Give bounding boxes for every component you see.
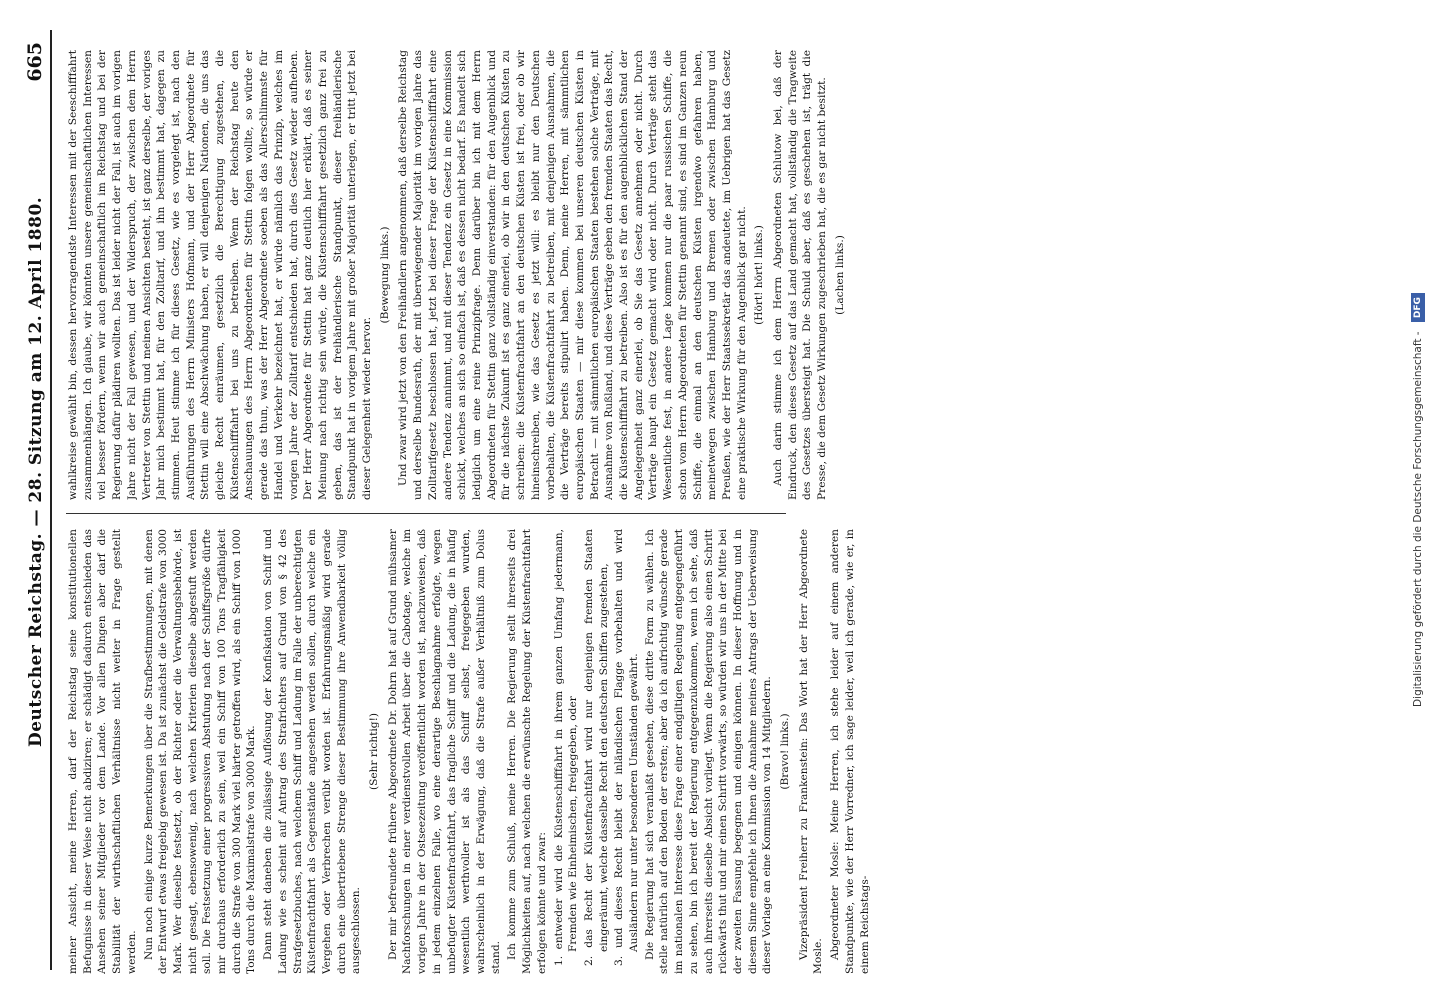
page-number: 665	[24, 42, 46, 82]
paragraph: Auch darin stimme ich dem Herrn Abgeordneten Schlutow bei, daß der Eindruck, den dieses Gesetz auf das Land gemacht hat, vollständig die Tragweite des Gesetzes übersteigt hat. Die Schuld aber, daß es geschehen ist, trägt die Presse, die dem Gesetz Wirkungen zugeschrieben hat, die es gar nicht besitzt.	[772, 50, 829, 500]
paragraph: Vizepräsident Freiherr zu Frankenstein: Das Wort hat der Herr Abgeordnete Mosle.	[797, 529, 825, 974]
paragraph: wahlkreise gewählt bin, dessen hervorragendste Interessen mit der Seeschifffahrt zusammenhängen. Ich glaube, wir könnten unsere gemeinschaftlichen Interessen viel besser fördern, wenn wir auch gemeinschaftlich im Reichstag und bei der Regierung dafür plädiren wollten. Das ist leider nicht der Fall, ist auch im vorigen Jahre nicht der Fall gewesen, und der Widerspruch, der zwischen dem Herrn Vertreter von Stettin und meinen Ansichten besteht, ist ganz derselbe, der voriges Jahr mich bestimmt hat, für den Zolltarif, und ihn bestimmt hat, dagegen zu stimmen. Heut stimme ich für dieses Gesetz, wie es vorgelegt ist, nach den Ausführungen des Herrn Ministers Hofmann, und der Herr Abgeordnete für Stettin will eine Abschwächung haben, er will denjenigen Nationen, die uns das gleiche Recht einräumen, gesetzlich die Berechtigung zugestehen, die Küstenschifffahrt bei uns zu betreiben. Wenn der Reichstag heute den Anschauungen des Herrn Abgeordneten für Stettin folgen wollte, so würde er gerade das thun, was der Herr Abgeordnete soeben als das Allerschlimmste für Handel und Verkehr bezeichnet hat, er würde nämlich das Prinzip, welches im vorigen Jahre der Zolltarif entschieden hat, durch dies Gesetz wieder aufheben. Der Herr Abgeordnete für Stettin hat ganz deutlich hier erklärt, daß es seiner Meinung nach richtig sein würde, die Küstenschifffahrt gesetzlich ganz frei zu geben, das ist der freihändlerische Standpunkt, dieser freihändlerische Standpunkt hat in vorigem Jahre mit großer Majorität unterlegen, er tritt jetzt bei dieser Gelegenheit wieder hervor.	[67, 50, 374, 500]
interjection: (Hört! hört! links.)	[753, 225, 766, 325]
paragraph: meiner Ansicht, meine Herren, darf der Reichstag seine konstitutionellen Befugnisse in dieser Weise nicht abdiziren; er schädigt dadurch entschieden das Ansehen seiner Mitglieder vor dem Lande. Vor allen Dingen aber darf die Stabilität der wirthschaftlichen Verhältnisse nicht weiter in Frage gestellt werden.	[67, 529, 138, 974]
list-item: 3. und dieses Recht bleibt der inländischen Flagge vorbehalten und wird Ausländern nur unter besonderen Umständen gewährt.	[613, 529, 641, 966]
interjection: (Bravo! links.)	[779, 713, 792, 790]
paragraph: Und zwar wird jetzt von den Freihändlern angenommen, daß derselbe Reichstag und derselbe Bundesrath, der mit überwiegender Majorität im vorigen Jahre das Zolltarifgesetz beschlossen hat, jetzt bei dieser Frage der Küstenschifffahrt eine andere Tendenz annimmt, und mit dieser Tendenz ein Gesetz in eine Kommission schickt, welches an sich so einfach ist, daß es dessen nicht bedarf. Es handelt sich lediglich um eine reine Prinzipfrage. Denn darüber bin ich mit dem Herrn Abgeordneten für Stettin ganz vollständig einverstanden: für den Augenblick und für die nächste Zukunft ist es ganz einerlei, ob wir in den deutschen Küsten zu schreiben: die Küstenfrachtfahrt an den deutschen Küsten ist frei, oder ob wir hineinschreiben, wie das Gesetz es jetzt will: es bleibt nur den Deutschen vorbehalten, die Küstenfrachtfahrt zu betreiben, mit denjenigen Ausnahmen, die die Verträge bereits stipulirt haben. Denn, meine Herren, mit sämmtlichen europäischen Staaten — mir diese kommen bei unseren deutschen Küsten in Betracht — mit sämmtlichen europäischen Staaten bestehen solche Verträge, mit Ausnahme von Rußland, und diese Verträge geben den fremden Staaten das Recht, die Küstenschifffahrt zu betreiben. Also ist es für den augenblicklichen Stand der Angelegenheit ganz einerlei, ob Sie das Gesetz annehmen oder nicht. Durch Verträge haupt ein Gesetz gemacht wird oder nicht. Durch Verträge steht das Wesentliche fest, in andere Lage kommen nur die paar russischen Schiffe, die schon vom Herrn Abgeordneten für Stettin genannt sind, es sind im Ganzen neun Schiffe, die einmal an den deutschen Küsten irgendwo gefahren haben, meinetwegen zwischen Hamburg und Bremen oder zwischen Hamburg und Preußen, wie der Herr Staatssekretär das andeutete, im Uebrigen hat das Gesetz eine praktische Wirkung für den Augenblick gar nicht.	[397, 50, 748, 500]
column-divider	[66, 513, 786, 514]
paragraph: Die Regierung hat sich veranlaßt gesehen, diese dritte Form zu wählen. Ich stelle natürlich auf den Boden der ersten; aber da ich aufrichtig wünsche gerade im nationalen Interesse diese Frage einer endgiltigen Regelung entgegengeführt zu sehen, bin ich bereit der Regierung entgegenzukommen, wenn ich sehe, daß auch ihrerseits dieselbe Absicht vorliegt. Wenn die Regierung also einen Schritt rückwärts thut und mir einen Schritt vorwärts, so würden wir uns in der Mitte bei der zweiten Fassung begegnen und einigen können. In dieser Hoffnung und in diesem Sinne empfehle ich Ihnen die Annahme meines Antrags der Ueberweisung dieser Vorlage an eine Kommission von 14 Mitgliedern.	[643, 529, 774, 974]
left-column	[66, 529, 1386, 974]
paragraph: Dann steht daneben die zulässige Auflösung der Konfiskation von Schiff und Ladung wie es scheint auf Antrag des Strafrichters auf Grund von § 42 des Strafgesetzbuches, nach welchem Schiff und Ladung im Falle der unberechtigten Küstenfrachtfahrt als Gegenstände angesehen werden sollen, durch welche ein Vergehen oder Verbrechen verübt worden ist. Erfahrungsmäßig wird gerade durch eine übertriebene Strenge dieser Bestimmung ihre Anwendbarkeit völlig ausgeschlossen.	[262, 529, 363, 974]
interjection: (Sehr richtig!)	[368, 713, 381, 790]
header-rule	[50, 30, 52, 970]
list-item: 1. entweder wird die Küstenschifffahrt in ihrem ganzen Umfang jedermann, Fremden wie Einheimischen, freigegeben, oder	[552, 529, 580, 966]
digitization-credit-strip	[1404, 0, 1432, 1000]
paragraph: Der mir befreundete frühere Abgeordnete Dr. Dohrn hat auf Grund mühsamer Nachforschungen in einer verdienstvollen Arbeit über die Cabotage, welche im vorigen Jahre in der Ostseezeitung veröffentlicht worden ist, nachzuweisen, daß in jedem einzelnen Falle, wo eine derartige Beschlagnahme erfolgte, wegen unbefugter Küstenfrachtfahrt, das fragliche Schiff und die Ladung, die in häufig wesentlich werthvoller ist als das Schiff selbst, freigegeben wurden, wahrscheinlich in der Erwägung, daß die Strafe außer Verhältniß zum Dolus stand.	[386, 529, 502, 974]
list-item: 2. das Recht der Küstenfrachtfahrt wird nur denjenigen fremden Staaten eingeräumt, welche dasselbe Recht den deutschen Schiffen zugestehen,	[582, 529, 610, 966]
right-column	[66, 50, 1386, 500]
interjection: (Bewegung links.)	[378, 226, 391, 324]
page-header	[22, 32, 56, 982]
credit-text: Digitalisierung gefördert durch die Deutsche Forschungsgemeinschaft -	[1412, 331, 1424, 707]
paragraph: Nun noch einige kurze Bemerkungen über die Strafbestimmungen, mit denen der Entwurf etwas freigebig gewesen ist. Da ist zunächst die Geldstrafe von 3000 Mark. Wer dieselbe festsetzt, ob der Richter oder die Verwaltungsbehörde, ist nicht gesagt, ebensowenig, nach welchen Kriterien dieselbe abgestuft werden soll. Die Festsetzung einer progressiven Abstufung nach der Schiffsgröße dürfte mir durchaus erforderlich zu sein, weil ein Schiff von 100 Tons Tragfähigkeit durch die Strafe von 300 Mark viel härter getroffen wird, als ein Schiff von 1000 Tons durch die Maximalstrafe von 3000 Mark.	[142, 529, 258, 974]
paragraph: Abgeordneter Mosle: Meine Herren, ich stehe leider auf einem anderen Standpunkte, wie der Herr Vorredner, ich sage leider, weil ich gerade, wie er, in einem Reichstags-	[829, 529, 871, 974]
page-title: Deutscher Reichstag. — 28. Sitzung am 12. April 1880.	[26, 196, 46, 747]
paragraph: Ich komme zum Schluß, meine Herren. Die Regierung stellt ihrerseits drei Möglichkeiten auf, nach welchen die erwünschte Regelung der Küstenfrachtfahrt erfolgen könnte und zwar:	[506, 529, 548, 974]
digitization-credit	[1404, 0, 1432, 1000]
dfg-logo: DFG	[1411, 293, 1425, 322]
interjection: (Lachen links.)	[833, 235, 846, 315]
